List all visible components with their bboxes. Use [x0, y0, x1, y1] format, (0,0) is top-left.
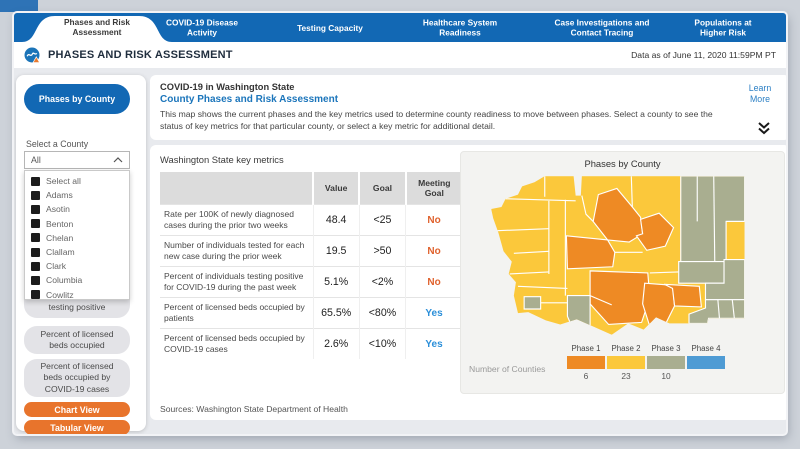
metric-goal-cell: <10%: [359, 329, 405, 360]
value-column-header[interactable]: Value: [313, 172, 359, 205]
tab-testing-capacity[interactable]: Testing Capacity: [297, 22, 363, 33]
checkbox-icon[interactable]: [31, 233, 40, 242]
select-county-label: Select a County: [26, 139, 89, 149]
phase4-swatch[interactable]: [687, 356, 725, 369]
phases-by-county-button[interactable]: Phases by County: [24, 84, 130, 114]
metric-goal-cell: <25: [359, 205, 405, 236]
county-option-clark[interactable]: Clark: [31, 259, 129, 273]
top-navigation: [14, 13, 786, 42]
table-row[interactable]: [160, 205, 462, 236]
double-chevron-down-icon[interactable]: [756, 122, 772, 135]
county-option-chelan[interactable]: Chelan: [31, 231, 129, 245]
phase3-swatch[interactable]: [647, 356, 685, 369]
tab-case-investigations[interactable]: Case Investigations and Contact Tracing: [554, 17, 650, 38]
tab-covid19-disease-activity[interactable]: COVID-19 Disease Activity: [166, 17, 238, 38]
county-option-cowlitz[interactable]: Cowlitz: [31, 288, 129, 301]
intro-card: [150, 75, 786, 140]
county-kittitas-phase1[interactable]: [566, 236, 614, 269]
table-row[interactable]: [160, 329, 462, 360]
checkbox-icon[interactable]: [31, 205, 40, 214]
metrics-table-title: Washington State key metrics: [160, 154, 284, 165]
legend-phase-1[interactable]: Phase 1 6: [567, 344, 605, 381]
county-option-columbia[interactable]: Columbia: [31, 273, 129, 287]
legend-phase-4[interactable]: Phase 4: [687, 344, 725, 381]
county-option-select-all[interactable]: Select all: [31, 174, 129, 188]
metric-value-cell: 5.1%: [313, 267, 359, 298]
goal-column-header[interactable]: Goal: [359, 172, 405, 205]
county-skamania-phase3[interactable]: [567, 296, 590, 331]
beds-occupied-covid-button[interactable]: Percent of licensed beds occupied by COVID-19 cases: [24, 359, 130, 397]
metric-name-cell: Percent of licensed beds occupied by patients: [160, 298, 313, 329]
washington-counties-map[interactable]: [475, 173, 767, 343]
phase2-swatch[interactable]: [607, 356, 645, 369]
metric-value-cell: 48.4: [313, 205, 359, 236]
metric-column-header: [160, 172, 313, 205]
doh-logo-icon: [24, 47, 40, 63]
active-tab-label: Phases and Risk Assessment: [64, 17, 130, 38]
legend-phase-2[interactable]: Phase 2 23: [607, 344, 645, 381]
county-option-clallam[interactable]: Clallam: [31, 245, 129, 259]
tab-healthcare-system-readiness[interactable]: Healthcare System Readiness: [422, 17, 498, 38]
checkbox-icon[interactable]: [31, 219, 40, 228]
intro-description: This map shows the current phases and the key metrics used to determine county readiness to move between phases. Select a county to see the status of key metrics for that particular county, or select a key metric for additional detail.: [160, 109, 713, 131]
checkbox-icon[interactable]: [31, 290, 40, 299]
metric-value-cell: 65.5%: [313, 298, 359, 329]
tabular-view-button[interactable]: Tabular View: [24, 420, 130, 434]
dashboard-frame: [14, 13, 786, 434]
metric-goal-cell: <2%: [359, 267, 405, 298]
phase1-swatch[interactable]: [567, 356, 605, 369]
county-dropdown[interactable]: [24, 151, 130, 169]
beds-occupied-button[interactable]: Percent of licensed beds occupied: [24, 326, 130, 354]
metric-value-cell: 2.6%: [313, 329, 359, 360]
metric-name-cell: Number of individuals tested for each new case during the prior week: [160, 236, 313, 267]
checkbox-icon[interactable]: [31, 248, 40, 257]
checkbox-icon[interactable]: [31, 191, 40, 200]
metric-value-cell: 19.5: [313, 236, 359, 267]
chevron-up-icon: [113, 157, 123, 163]
chart-view-button[interactable]: Chart View: [24, 402, 130, 417]
metric-name-cell: Rate per 100K of newly diagnosed cases during the prior two weeks: [160, 205, 313, 236]
meeting-goal-cell: Yes: [406, 298, 462, 329]
intro-subtitle[interactable]: County Phases and Risk Assessment: [160, 94, 339, 105]
table-header-row: [160, 172, 462, 205]
meeting-goal-cell: No: [406, 236, 462, 267]
checkbox-icon[interactable]: [31, 177, 40, 186]
phase-legend: [567, 344, 725, 381]
number-of-counties-label: Number of Counties: [469, 364, 546, 374]
county-wahkiakum-phase3[interactable]: [524, 297, 540, 309]
window-corner-artifact: [0, 0, 38, 12]
table-row[interactable]: [160, 267, 462, 298]
page-header: [14, 42, 786, 68]
metric-goal-cell: <80%: [359, 298, 405, 329]
metric-goal-cell: >50: [359, 236, 405, 267]
meeting-goal-cell: Yes: [406, 329, 462, 360]
legend-phase-3[interactable]: Phase 3 10: [647, 344, 685, 381]
metric-name-cell: Percent of individuals testing positive for COVID-19 during the past week: [160, 267, 313, 298]
meeting-goal-column-header[interactable]: Meeting Goal: [406, 172, 462, 205]
meeting-goal-cell: No: [406, 205, 462, 236]
meeting-goal-cell: No: [406, 267, 462, 298]
learn-more-link[interactable]: Learn More: [748, 83, 772, 105]
table-row[interactable]: [160, 298, 462, 329]
metric-name-cell: Percent of licensed beds occupied by COVID-19 cases: [160, 329, 313, 360]
data-as-of-label: Data as of June 11, 2020 11:59PM PT: [631, 50, 776, 60]
checkbox-icon[interactable]: [31, 262, 40, 271]
sidebar: [16, 75, 146, 431]
content-card: [150, 145, 786, 420]
page-title: PHASES AND RISK ASSESSMENT: [48, 49, 233, 61]
tab-phases-and-risk-assessment[interactable]: [22, 13, 172, 42]
intro-title: COVID-19 in Washington State: [160, 82, 295, 92]
county-lincoln-phase3[interactable]: [679, 262, 724, 284]
county-option-benton[interactable]: Benton: [31, 217, 129, 231]
county-dropdown-list: [24, 170, 130, 300]
key-metrics-table: [160, 172, 462, 359]
county-option-asotin[interactable]: Asotin: [31, 202, 129, 216]
county-dropdown-value: All: [31, 155, 41, 165]
checkbox-icon[interactable]: [31, 276, 40, 285]
testing-positive-button[interactable]: testing positive: [24, 278, 130, 318]
table-row[interactable]: [160, 236, 462, 267]
map-title: Phases by County: [584, 158, 661, 169]
sources-label: Sources: Washington State Department of Health: [160, 404, 348, 414]
county-option-adams[interactable]: Adams: [31, 188, 129, 202]
map-panel: [460, 151, 785, 394]
tab-populations-higher-risk[interactable]: Populations at Higher Risk: [694, 17, 752, 38]
